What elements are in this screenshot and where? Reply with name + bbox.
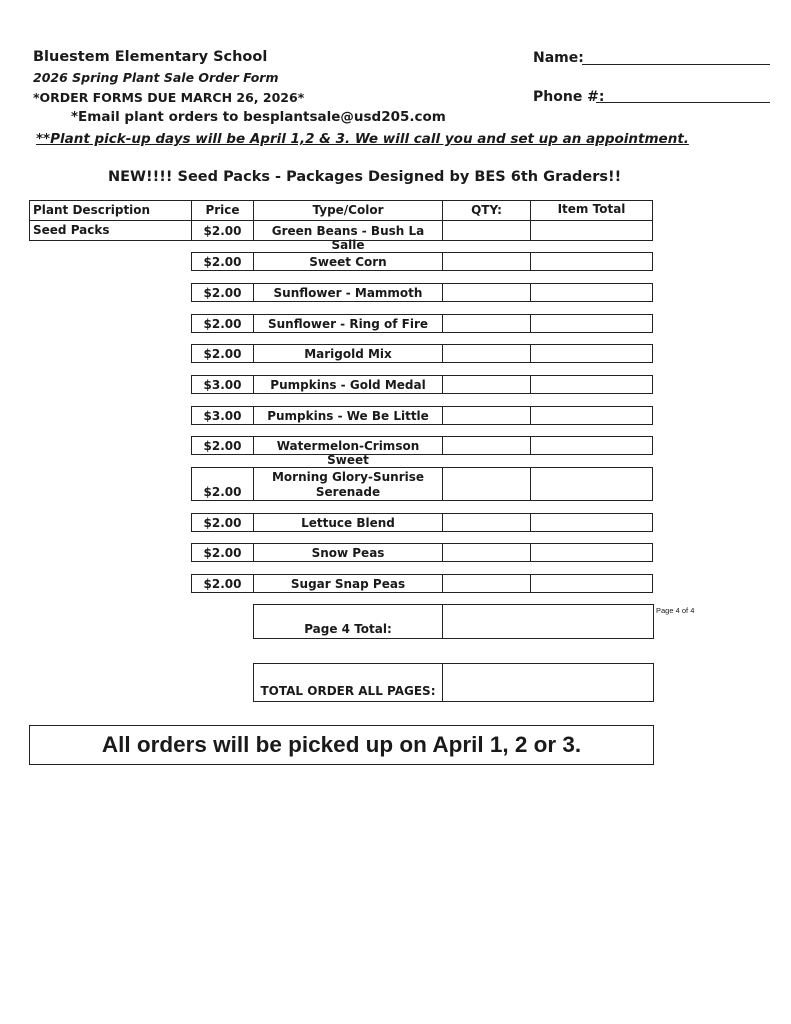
qty-input[interactable] <box>442 467 531 501</box>
price-value: $2.00 <box>203 485 242 499</box>
table-row <box>191 220 653 252</box>
type-cell <box>253 252 443 271</box>
page-total-label-cell <box>253 604 443 639</box>
price-cell <box>191 436 254 455</box>
table-row <box>191 406 653 425</box>
qty-input[interactable] <box>442 574 531 593</box>
item-total-input[interactable] <box>530 436 653 455</box>
qty-input[interactable] <box>442 375 531 394</box>
type-cell <box>253 436 443 467</box>
qty-input[interactable] <box>442 406 531 425</box>
table-row <box>191 252 653 271</box>
item-total-input[interactable] <box>530 283 653 302</box>
grand-total-label-cell <box>253 663 443 702</box>
qty-input[interactable] <box>442 436 531 455</box>
table-row <box>191 314 653 333</box>
price-value: $2.00 <box>203 516 242 530</box>
price-cell <box>191 220 254 241</box>
column-header-item-total: Item Total <box>557 202 626 216</box>
qty-input[interactable] <box>442 283 531 302</box>
item-total-input[interactable] <box>530 375 653 394</box>
price-value: $2.00 <box>203 286 242 300</box>
price-value: $2.00 <box>203 546 242 560</box>
qty-input[interactable] <box>442 314 531 333</box>
type-value: Marigold Mix <box>304 347 392 361</box>
price-cell <box>191 543 254 562</box>
qty-input[interactable] <box>442 344 531 363</box>
price-value: $2.00 <box>203 577 242 591</box>
form-subtitle: 2026 Spring Plant Sale Order Form <box>33 70 279 85</box>
price-value: $2.00 <box>203 255 242 269</box>
price-value: $2.00 <box>203 347 242 361</box>
price-cell <box>191 344 254 363</box>
section-heading: NEW!!!! Seed Packs - Packages Designed by BES 6th Graders!! <box>108 169 622 185</box>
type-value: Pumpkins - We Be Little <box>267 409 429 423</box>
table-row <box>191 543 653 562</box>
category-cell <box>29 220 192 241</box>
email-instructions: *Email plant orders to besplantsale@usd205.com <box>71 109 446 125</box>
grand-total-label: TOTAL ORDER ALL PAGES: <box>260 684 436 698</box>
price-cell <box>191 314 254 333</box>
price-cell <box>191 406 254 425</box>
type-value: Watermelon-Crimson Sweet <box>276 439 420 467</box>
item-total-input[interactable] <box>530 344 653 363</box>
qty-input[interactable] <box>442 220 531 241</box>
table-row <box>191 283 653 302</box>
item-total-input[interactable] <box>530 406 653 425</box>
header-cell-qty <box>442 200 531 221</box>
column-header-type: Type/Color <box>312 203 384 217</box>
price-cell <box>191 467 254 501</box>
price-cell <box>191 574 254 593</box>
pickup-notice: **Plant pick-up days will be April 1,2 & 3. We will call you and set up an appointment. <box>36 131 689 147</box>
table-row <box>191 574 653 593</box>
type-cell <box>253 467 443 501</box>
header-cell-item-total <box>530 200 653 221</box>
header-cell-price <box>191 200 254 221</box>
table-row <box>191 513 653 532</box>
price-cell <box>191 283 254 302</box>
qty-input[interactable] <box>442 543 531 562</box>
qty-input[interactable] <box>442 252 531 271</box>
header-cell-description <box>29 200 192 221</box>
table-row <box>191 467 653 501</box>
pickup-banner-text: All orders will be picked up on April 1, 2 or 3. <box>101 732 582 757</box>
price-value: $3.00 <box>203 409 242 423</box>
name-label: Name: <box>533 50 584 66</box>
type-cell <box>253 283 443 302</box>
pickup-banner <box>29 725 654 765</box>
item-total-input[interactable] <box>530 543 653 562</box>
type-value: Lettuce Blend <box>301 516 395 530</box>
type-cell <box>253 375 443 394</box>
price-value: $2.00 <box>203 439 242 453</box>
column-header-description: Plant Description <box>33 203 151 217</box>
price-value: $2.00 <box>203 317 242 331</box>
type-cell <box>253 543 443 562</box>
table-row <box>191 344 653 363</box>
due-date-notice: *ORDER FORMS DUE MARCH 26, 2026* <box>33 90 305 105</box>
type-cell <box>253 314 443 333</box>
type-value: Sunflower - Ring of Fire <box>267 317 429 331</box>
page-number: Page 4 of 4 <box>656 606 695 615</box>
qty-input[interactable] <box>442 513 531 532</box>
name-field[interactable] <box>582 64 770 65</box>
type-cell <box>253 406 443 425</box>
item-total-input[interactable] <box>530 252 653 271</box>
price-cell <box>191 375 254 394</box>
grand-total-input[interactable] <box>442 663 654 702</box>
page-total-input[interactable] <box>442 604 654 639</box>
school-name: Bluestem Elementary School <box>33 49 268 65</box>
table-row <box>191 436 653 467</box>
phone-field[interactable] <box>596 102 770 103</box>
type-value: Green Beans - Bush La Salle <box>271 224 425 252</box>
type-cell <box>253 574 443 593</box>
table-row <box>191 375 653 394</box>
column-header-price: Price <box>205 203 240 217</box>
price-cell <box>191 513 254 532</box>
item-total-input[interactable] <box>530 513 653 532</box>
type-value: Pumpkins - Gold Medal <box>270 378 426 392</box>
header-cell-type <box>253 200 443 221</box>
type-value-line1: Morning Glory-Sunrise <box>271 470 425 484</box>
column-header-qty: QTY: <box>471 203 502 217</box>
price-value: $2.00 <box>203 224 242 238</box>
price-cell <box>191 252 254 271</box>
type-value: Snow Peas <box>311 546 385 560</box>
phone-label: Phone #: <box>533 89 605 105</box>
type-value: Sunflower - Mammoth <box>273 286 423 300</box>
type-value-line2: Serenade <box>315 485 381 499</box>
item-total-input[interactable] <box>530 314 653 333</box>
type-cell <box>253 220 443 252</box>
category-label: Seed Packs <box>33 223 110 237</box>
item-total-input[interactable] <box>530 467 653 501</box>
price-value: $3.00 <box>203 378 242 392</box>
page-total-label: Page 4 Total: <box>304 622 392 636</box>
type-value: Sweet Corn <box>309 255 387 269</box>
type-cell <box>253 344 443 363</box>
type-value: Sugar Snap Peas <box>290 577 406 591</box>
item-total-input[interactable] <box>530 220 653 241</box>
type-cell <box>253 513 443 532</box>
item-total-input[interactable] <box>530 574 653 593</box>
